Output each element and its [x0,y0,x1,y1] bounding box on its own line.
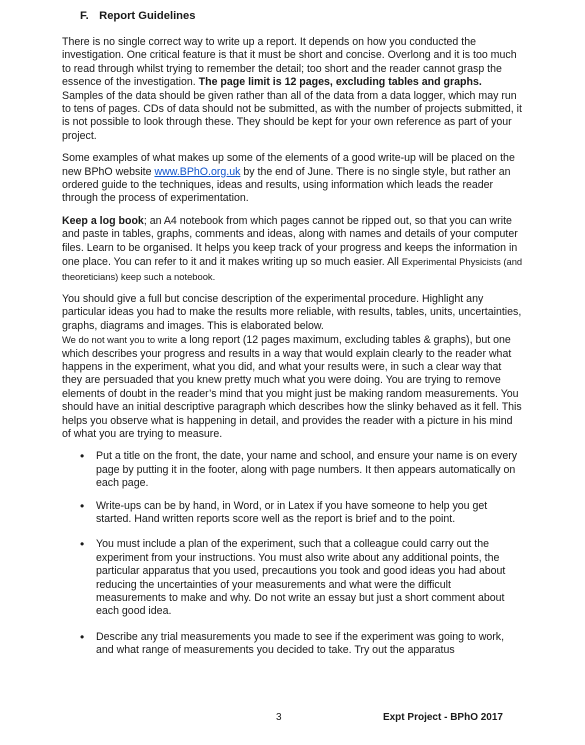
examples-text-2: by the end of June. There is no single style, but rather an ordered guide to the techniques, ideas and results, using information which leads the reader through the process of experimentation. [62,165,511,205]
procedure-text-1: You should give a full but concise description of the experimental procedure. Highlight any particular ideas you had to make the results more reliable, with results, tables, units, uncertainties, graphs, diagrams and images. This is elaborated below. [62,292,522,332]
list-item [62,450,523,490]
examples-text-1: Some examples of what makes up some of the elements of a good write-up will be placed on the new BPhO website [62,152,515,178]
paragraph-procedure [62,293,523,441]
paragraph-examples [62,152,523,206]
intro-text-1: There is no single correct way to write up a report. It depends on how you conducted the investigation. One critical feature is that it must be short and concise. Overlong and it is too much to read through whilst trying to remember the detail; too short and the reader cannot grasp the essence of the investigation. [62,36,517,89]
bullet-icon: • [80,629,85,644]
section-title: Report Guidelines [99,10,196,22]
section-number: F. [80,10,89,22]
page-limit-emphasis: The page limit is 12 pages, excluding tables and graphs. [198,76,482,89]
logbook-emphasis: Keep a log book [62,214,144,227]
logbook-small-text: Experimental Physicists (and theoreticians) keep such a notebook. [62,256,523,282]
bullet-icon: • [80,449,85,464]
bpho-website-link[interactable]: www.BPhO.org.uk [154,165,241,178]
bullet-icon: • [80,498,85,513]
page-number: 3 [276,712,282,723]
list-item-text: Write-ups can be by hand, in Word, or in Latex if you have someone to help you get started. Hand written reports score well as the report is brief and to the point. [96,499,488,525]
guidelines-list [62,450,523,657]
procedure-small-text: We do not want you to write [62,334,178,346]
list-item-text: You must include a plan of the experiment, such that a colleague could carry out the experiment from your instructions. You must also write about any additional points, the particular apparatus that you used, precautions you took and good ideas you had about reducing the uncertainties of your measurements and what were the difficult measurements to make and why. Do not write an essay but just a short comment about each good idea. [96,538,506,618]
procedure-text-2: a long report (12 pages maximum, excluding tables & graphs), but one which describes your progress and results in a way that would explain clearly to the reader what happens in the experiment, what you did, and what your results were, in such a clear way that they are persuaded that you knew pretty much what you were doing. You are trying to remove elements of doubt in the reader’s mind that you might just be making random measurements. You should have an initial descriptive paragraph which describes how the slinky behaved as it fell. This helps you observe what is happening in detail, and provides the reader with a picture in his mind of what you are trying to measure. [62,334,522,440]
list-item-text: Describe any trial measurements you made to see if the experiment was going to work, and what range of measurements you decided to take. Try out the apparatus [96,630,505,657]
list-item-text: Put a title on the front, the date, your name and school, and ensure your name is on every page by putting it in the footer, along with page numbers. It then appears automatically on each page. [96,450,518,490]
paragraph-intro [62,36,523,143]
list-item [62,631,523,658]
footer-title: Expt Project - BPhO 2017 [382,712,503,723]
bullet-icon: • [80,537,85,552]
logbook-text: ; an A4 notebook from which pages cannot be ripped out, so that you can write and paste in tables, graphs, comments and ideas, along with names and details of your computer files. Learn to be organised. It helps you keep track of your progress and keeps the information in one place. You can refer to it and it makes writing up so much easier. All [62,214,518,269]
list-item [62,538,523,618]
intro-text-2: Samples of the data should be given rather than all of the data from a data logger, which may run to tens of pages. CDs of data should not be submitted, as with the number of projects submitted, it is not possible to look through these. They should be kept for your own reference as part of your project. [62,89,522,142]
paragraph-logbook [62,215,523,284]
list-item [62,500,523,527]
section-heading [80,10,523,22]
